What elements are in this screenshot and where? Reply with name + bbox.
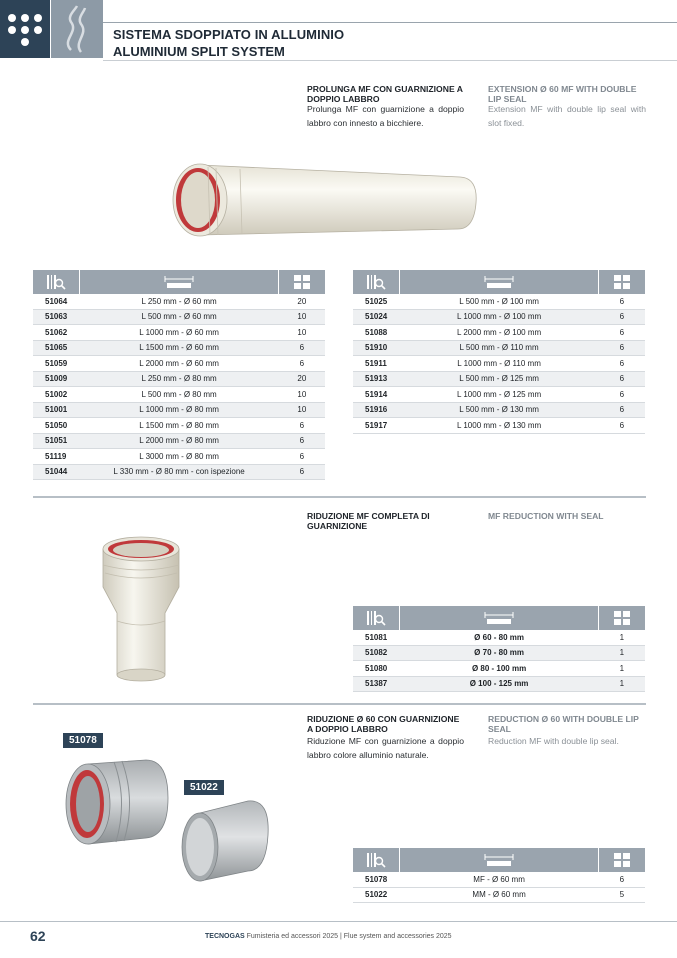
table-row: 51022 MM - Ø 60 mm 5 — [353, 887, 645, 903]
table-row: 51002 L 500 mm - Ø 80 mm 10 — [33, 387, 325, 403]
table-row: 51065 L 1500 mm - Ø 60 mm 6 — [33, 340, 325, 356]
section2-heading-it: RIDUZIONE MF COMPLETA DI GUARNIZIONE — [307, 511, 430, 531]
col-desc-header — [399, 848, 598, 872]
reduction-fitting-image — [95, 525, 187, 685]
product-code-badge: 51022 — [184, 780, 224, 795]
table-row: 51051 L 2000 mm - Ø 80 mm 6 — [33, 433, 325, 449]
table-row: 51009 L 250 mm - Ø 80 mm 20 — [33, 371, 325, 387]
table-row: 51911 L 1000 mm - Ø 110 mm 6 — [353, 356, 645, 372]
length-ruler-icon — [484, 853, 514, 867]
table-row: 51081 Ø 60 - 80 mm 1 — [353, 630, 645, 645]
table-row: 51082 Ø 70 - 80 mm 1 — [353, 645, 645, 661]
col-qty-header — [279, 270, 325, 294]
package-boxes-icon — [613, 610, 631, 626]
section1-desc-it: Prolunga MF con guarnizione a doppio labbro con innesto a bicchiere. — [307, 104, 464, 128]
section1-heading-it: PROLUNGA MF CON GUARNIZIONE A DOPPIO LABBRO — [307, 84, 463, 104]
length-ruler-icon — [484, 611, 514, 625]
table-row: 51024 L 1000 mm - Ø 100 mm 6 — [353, 309, 645, 325]
package-boxes-icon — [613, 852, 631, 868]
length-ruler-icon — [484, 275, 514, 289]
col-qty-header — [599, 606, 645, 630]
package-boxes-icon — [293, 274, 311, 290]
table-row: 51914 L 1000 mm - Ø 125 mm 6 — [353, 387, 645, 403]
search-code-icon — [366, 274, 386, 290]
table-row: 51119 L 3000 mm - Ø 80 mm 6 — [33, 449, 325, 465]
section2-heading-en: MF REDUCTION WITH SEAL — [488, 511, 604, 521]
col-code-header — [353, 270, 399, 294]
search-code-icon — [366, 610, 386, 626]
product-table-reduction — [353, 606, 645, 692]
extension-pipe-image — [160, 155, 480, 245]
col-desc-header — [399, 606, 598, 630]
search-code-icon — [46, 274, 66, 290]
table-row: 51080 Ø 80 - 100 mm 1 — [353, 661, 645, 677]
product-code-badge: 51078 — [63, 733, 103, 748]
table-row: 51059 L 2000 mm - Ø 60 mm 6 — [33, 356, 325, 372]
table-row: 51063 L 500 mm - Ø 60 mm 10 — [33, 309, 325, 325]
footer-text — [205, 933, 452, 940]
length-ruler-icon — [164, 275, 194, 289]
section3-desc-it: Riduzione MF con guarnizione a doppio labbro colore alluminio naturale. — [307, 736, 464, 760]
section3-heading-en: REDUCTION Ø 60 WITH DOUBLE LIP SEAL — [488, 714, 639, 734]
header-rule — [103, 22, 677, 23]
section3-desc-en: Reduction MF with double lip seal. — [488, 736, 619, 746]
section-divider — [33, 496, 646, 498]
sleeve-mm-image — [178, 795, 273, 885]
table-row: 51050 L 1500 mm - Ø 80 mm 6 — [33, 418, 325, 434]
table-row: 51025 L 500 mm - Ø 100 mm 6 — [353, 294, 645, 309]
col-qty-header — [599, 848, 645, 872]
col-code-header — [33, 270, 79, 294]
col-qty-header — [599, 270, 645, 294]
col-desc-header — [399, 270, 598, 294]
footer-brand: TECNOGAS — [205, 933, 245, 940]
package-boxes-icon — [613, 274, 631, 290]
table-row: 51387 Ø 100 - 125 mm 1 — [353, 676, 645, 692]
flame-icon — [51, 0, 103, 58]
table-row: 51088 L 2000 mm - Ø 100 mm 6 — [353, 325, 645, 341]
col-desc-header — [79, 270, 278, 294]
page-number: 62 — [30, 928, 46, 944]
section-divider — [33, 703, 646, 705]
section1-desc-en: Extension MF with double lip seal with slot fixed. — [488, 104, 646, 128]
table-row: 51916 L 500 mm - Ø 130 mm 6 — [353, 402, 645, 418]
table-row: 51062 L 1000 mm - Ø 60 mm 10 — [33, 325, 325, 341]
col-code-header — [353, 606, 399, 630]
search-code-icon — [366, 852, 386, 868]
col-code-header — [353, 848, 399, 872]
table-row: 51064 L 250 mm - Ø 60 mm 20 — [33, 294, 325, 309]
footer-caption: Fumisteria ed accessori 2025 | Flue system and accessories 2025 — [246, 933, 452, 940]
table-row: 51001 L 1000 mm - Ø 80 mm 10 — [33, 402, 325, 418]
header-rule-bottom — [103, 60, 677, 61]
table-row: 51910 L 500 mm - Ø 110 mm 6 — [353, 340, 645, 356]
table-row: 51913 L 500 mm - Ø 125 mm 6 — [353, 371, 645, 387]
table-row: 51917 L 1000 mm - Ø 130 mm 6 — [353, 418, 645, 434]
brand-logo — [0, 0, 50, 58]
product-table-reduction-60 — [353, 848, 645, 903]
reduction-mf-image — [58, 756, 173, 851]
table-row: 51044 L 330 mm - Ø 80 mm - con ispezione 6 — [33, 464, 325, 480]
page-title-en: ALUMINIUM SPLIT SYSTEM — [113, 44, 285, 59]
product-table-right — [353, 270, 645, 434]
footer-rule — [0, 921, 677, 922]
page-title-it: SISTEMA SDOPPIATO IN ALLUMINIO — [113, 27, 345, 42]
table-row: 51078 MF - Ø 60 mm 6 — [353, 872, 645, 887]
logo-dots-icon — [8, 14, 42, 44]
section1-heading-en: EXTENSION Ø 60 MF WITH DOUBLE LIP SEAL — [488, 84, 637, 104]
section3-heading-it: RIDUZIONE Ø 60 CON GUARNIZIONE A DOPPIO LABBRO — [307, 714, 460, 734]
product-table-left — [33, 270, 325, 480]
